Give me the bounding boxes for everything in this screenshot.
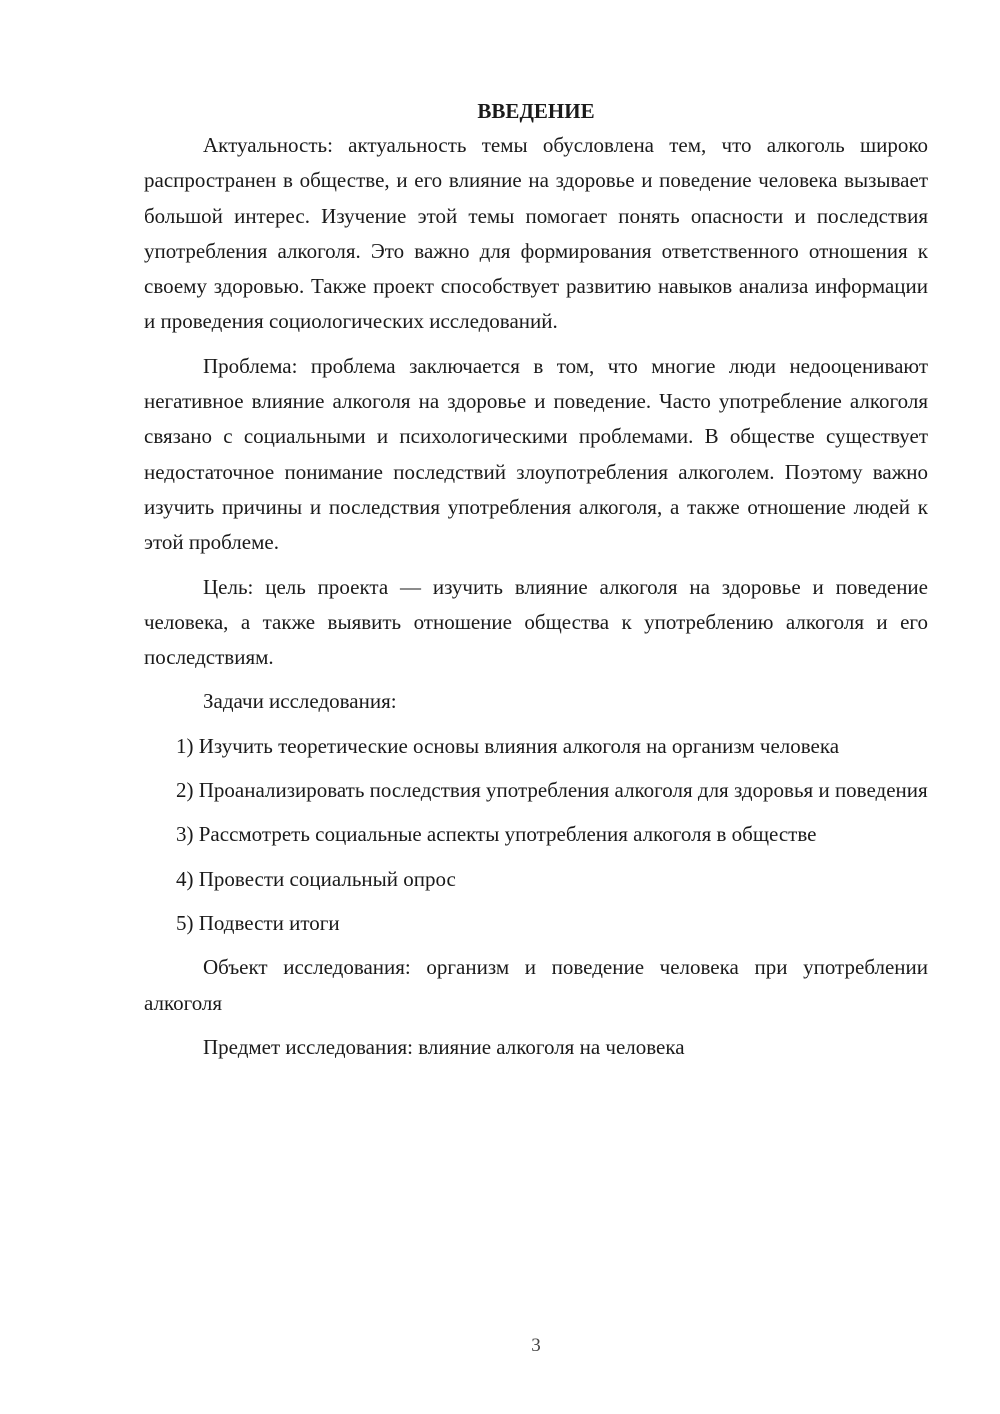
problem-paragraph: Проблема: проблема заключается в том, что многие люди недооценивают негативное влияние алкоголя на здоровье и поведение. Часто употребление алкоголя связано с социальными и психологическими проблемами. В обществе существует недостаточное понимание последствий злоупотребления алкоголем. Поэтому важно изучить причины и последствия употребления алкоголя, а также отношение людей к этой проблеме. — [144, 353, 928, 555]
list-item: 3) Рассмотреть социальные аспекты употребления алкоголя в обществе — [176, 822, 817, 847]
object-paragraph: Объект исследования: организм и поведение человека при употреблении алкоголя — [144, 955, 928, 1015]
tasks-list — [144, 729, 928, 941]
list-item: 1) Изучить теоретические основы влияния алкоголя на организм человека — [176, 733, 840, 758]
goal-paragraph: Цель: цель проекта — изучить влияние алкоголя на здоровье и поведение человека, а также выявить отношение общества к употреблению алкоголя и его последствиям. — [144, 574, 928, 670]
tasks-heading: Задачи исследования: — [203, 689, 397, 714]
list-item: 5) Подвести итоги — [176, 910, 340, 935]
relevance-paragraph: Актуальность: актуальность темы обусловлена тем, что алкоголь широко распространен в обществе, и его влияние на здоровье и поведение человека вызывает большой интерес. Изучение этой темы помогает понять опасности и последствия употребления алкоголя. Это важно для формирования ответственного отношения к своему здоровью. Также проект способствует развитию навыков анализа информации и проведения социологических исследований. — [144, 133, 928, 334]
page-content — [144, 96, 928, 1065]
list-item: 4) Провести социальный опрос — [176, 866, 456, 891]
list-item: 2) Проанализировать последствия употребления алкоголя для здоровья и поведения — [176, 778, 928, 803]
page-title: ВВЕДЕНИЕ — [477, 99, 595, 123]
subject-paragraph: Предмет исследования: влияние алкоголя на человека — [203, 1034, 685, 1059]
page-number: 3 — [531, 1335, 541, 1356]
